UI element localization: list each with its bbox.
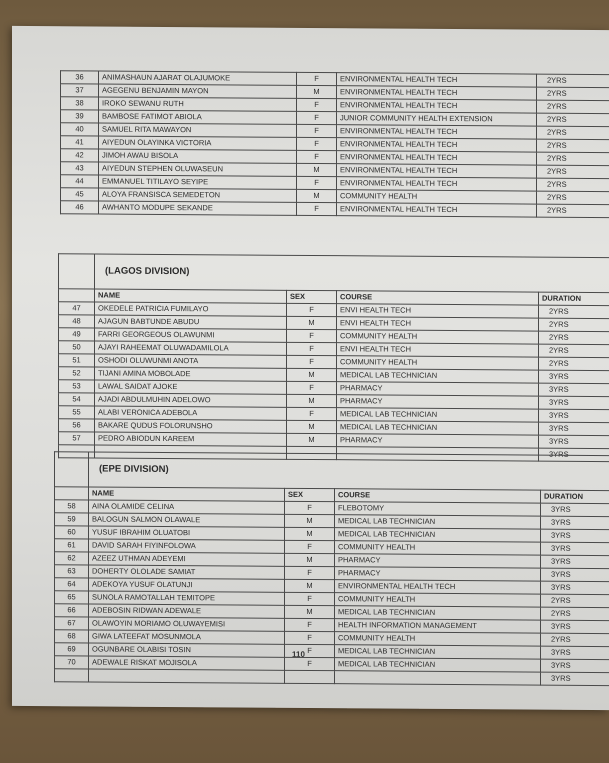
student-name: OSHODI OLUWUNMI ANOTA — [95, 354, 287, 368]
student-course: MEDICAL LAB TECHNICIAN — [337, 369, 539, 383]
student-sex: F — [297, 124, 337, 137]
student-name: ADEKOYA YUSUF OLATUNJI — [89, 578, 285, 592]
student-course: ENVIRONMENTAL HEALTH TECH — [337, 203, 537, 217]
course-duration: 2YRS — [539, 357, 609, 371]
student-course: ENVIRONMENTAL HEALTH TECH — [337, 125, 537, 139]
student-sex: F — [285, 631, 335, 644]
student-name: FARRI GEORGEOUS OLAWUNMI — [95, 328, 287, 342]
row-number: 56 — [59, 419, 95, 432]
student-name: AIYEDUN STEPHEN OLUWASEUN — [99, 162, 297, 176]
course-duration: 3YRS — [541, 529, 609, 542]
course-duration: 3YRS — [541, 568, 609, 581]
student-name: JIMOH AWAU BISOLA — [99, 149, 297, 163]
row-number: 37 — [61, 84, 99, 97]
student-name: AINA OLAMIDE CELINA — [89, 500, 285, 514]
course-duration: 2YRS — [537, 204, 609, 218]
student-sex: F — [287, 407, 337, 420]
student-sex: F — [285, 566, 335, 579]
student-sex: F — [287, 329, 337, 342]
student-course: PHARMACY — [337, 382, 539, 396]
student-name: TIJANI AMINA MOBOLADE — [95, 367, 287, 381]
course-duration: 2YRS — [537, 87, 609, 101]
student-sex: F — [287, 303, 337, 316]
course-duration: 2YRS — [537, 165, 609, 179]
student-sex: F — [285, 657, 335, 670]
course-duration: 2YRS — [541, 633, 609, 646]
row-number: 68 — [55, 630, 89, 643]
student-course: PHARMACY — [335, 567, 541, 581]
row-number: 51 — [59, 354, 95, 367]
lagos-division-body — [59, 302, 609, 449]
row-number: 52 — [59, 367, 95, 380]
course-duration: 2YRS — [541, 607, 609, 620]
row-number: 63 — [55, 565, 89, 578]
student-course: ENVIRONMENTAL HEALTH TECH — [337, 73, 537, 87]
student-name: AZEEZ UTHMAN ADEYEMI — [89, 552, 285, 566]
student-sex: F — [285, 540, 335, 553]
row-number: 38 — [61, 97, 99, 110]
student-course: ENVIRONMENTAL HEALTH TECH — [337, 99, 537, 113]
student-course: ENVIRONMENTAL HEALTH TECH — [335, 580, 541, 594]
course-duration: 2YRS — [539, 318, 609, 332]
row-number: 59 — [55, 513, 89, 526]
student-name: OLAWOYIN MORIAMO OLUWAYEMISI — [89, 617, 285, 631]
epe-division-title: (EPE DIVISION) — [89, 452, 609, 491]
row-number: 66 — [55, 604, 89, 617]
student-name: ADEBOSIN RIDWAN ADEWALE — [89, 604, 285, 618]
row-number: 43 — [61, 162, 99, 175]
row-number: 39 — [61, 110, 99, 123]
division-spacer — [59, 254, 95, 289]
student-sex: M — [285, 514, 335, 527]
student-sex: F — [297, 176, 337, 189]
student-name: AJAYI RAHEEMAT OLUWADAMILOLA — [95, 341, 287, 355]
student-course: ENVI HEALTH TECH — [337, 317, 539, 331]
epe-extra-duration: 3YRS — [541, 672, 609, 685]
student-name: ALABI VERONICA ADEBOLA — [95, 406, 287, 420]
table-row — [61, 201, 609, 218]
student-course: COMMUNITY HEALTH — [337, 190, 537, 204]
header-name: NAME — [95, 289, 287, 303]
student-sex: M — [297, 163, 337, 176]
row-number: 46 — [61, 201, 99, 214]
student-course: ENVI HEALTH TECH — [337, 304, 539, 318]
lagos-division-table — [58, 253, 609, 462]
row-number: 70 — [55, 656, 89, 669]
row-number: 60 — [55, 526, 89, 539]
student-sex: F — [287, 355, 337, 368]
course-duration: 3YRS — [541, 542, 609, 555]
student-sex: M — [297, 85, 337, 98]
student-course: COMMUNITY HEALTH — [337, 356, 539, 370]
student-name: YUSUF IBRAHIM OLUATOBI — [89, 526, 285, 540]
course-duration: 3YRS — [539, 422, 609, 436]
course-duration: 3YRS — [541, 620, 609, 633]
student-course: COMMUNITY HEALTH — [335, 593, 541, 607]
row-number: 57 — [59, 432, 95, 445]
student-name: GIWA LATEEFAT MOSUNMOLA — [89, 630, 285, 644]
table-continued — [60, 70, 609, 218]
student-name: SUNOLA RAMOTALLAH TEMITOPE — [89, 591, 285, 605]
student-sex: F — [285, 501, 335, 514]
row-number: 62 — [55, 552, 89, 565]
course-duration: 3YRS — [541, 516, 609, 529]
student-sex: F — [297, 150, 337, 163]
header-duration: DURATION — [539, 292, 609, 306]
row-number: 55 — [59, 406, 95, 419]
row-number: 58 — [55, 500, 89, 513]
epe-extra-row — [55, 669, 609, 686]
header-name: NAME — [89, 487, 285, 501]
student-sex: F — [297, 111, 337, 124]
student-sex: M — [285, 527, 335, 540]
student-course: MEDICAL LAB TECHNICIAN — [335, 658, 541, 672]
student-course: MEDICAL LAB TECHNICIAN — [335, 645, 541, 659]
student-sex: F — [297, 98, 337, 111]
student-sex: M — [287, 316, 337, 329]
course-duration: 2YRS — [537, 74, 609, 88]
student-sex: F — [287, 342, 337, 355]
student-sex: M — [287, 368, 337, 381]
row-number: 40 — [61, 123, 99, 136]
student-course: MEDICAL LAB TECHNICIAN — [335, 606, 541, 620]
course-duration: 3YRS — [539, 409, 609, 423]
student-sex: M — [287, 394, 337, 407]
lagos-division-title: (LAGOS DIVISION) — [95, 254, 609, 293]
student-course: COMMUNITY HEALTH — [335, 632, 541, 646]
student-course: ENVIRONMENTAL HEALTH TECH — [337, 86, 537, 100]
student-course: ENVIRONMENTAL HEALTH TECH — [337, 164, 537, 178]
lagos-extra-duration: 3YRS — [539, 448, 609, 462]
student-name: AJAGUN BABTUNDE ABUDU — [95, 315, 287, 329]
division-spacer — [55, 452, 89, 487]
student-sex: M — [287, 433, 337, 446]
course-duration: 3YRS — [539, 396, 609, 410]
course-duration: 3YRS — [539, 435, 609, 449]
student-name: OGUNBARE OLABISI TOSIN — [89, 643, 285, 657]
student-name: AGEGENU BENJAMIN MAYON — [99, 84, 297, 98]
student-course: MEDICAL LAB TECHNICIAN — [335, 528, 541, 542]
row-number: 65 — [55, 591, 89, 604]
row-number: 44 — [61, 175, 99, 188]
student-sex: M — [285, 605, 335, 618]
header-course: COURSE — [335, 489, 541, 503]
student-sex: M — [285, 553, 335, 566]
course-duration: 3YRS — [539, 383, 609, 397]
student-course: PHARMACY — [337, 395, 539, 409]
student-sex: M — [287, 420, 337, 433]
course-duration: 2YRS — [539, 344, 609, 358]
student-name: IROKO SEWANU RUTH — [99, 97, 297, 111]
student-course: ENVIRONMENTAL HEALTH TECH — [337, 177, 537, 191]
page-number: 110 — [292, 649, 305, 659]
row-number: 45 — [61, 188, 99, 201]
course-duration: 2YRS — [537, 152, 609, 166]
document-page — [12, 26, 609, 710]
student-name: BALOGUN SALMON OLAWALE — [89, 513, 285, 527]
row-number: 47 — [59, 302, 95, 315]
student-name: ANIMASHAUN AJARAT OLAJUMOKE — [99, 71, 297, 85]
header-sex: SEX — [287, 290, 337, 303]
student-sex: F — [287, 381, 337, 394]
epe-division-body — [55, 500, 609, 673]
student-sex: F — [297, 72, 337, 85]
header-course: COURSE — [337, 291, 539, 305]
student-course: COMMUNITY HEALTH — [337, 330, 539, 344]
course-duration: 2YRS — [539, 305, 609, 319]
row-number: 42 — [61, 149, 99, 162]
student-course: MEDICAL LAB TECHNICIAN — [335, 515, 541, 529]
student-name: SAMUEL RITA MAWAYON — [99, 123, 297, 137]
student-name: DAVID SARAH FIYINFOLOWA — [89, 539, 285, 553]
course-duration: 3YRS — [541, 555, 609, 568]
student-name: ADEWALE RISKAT MOJISOLA — [89, 656, 285, 670]
row-number: 61 — [55, 539, 89, 552]
course-duration: 2YRS — [537, 178, 609, 192]
row-number: 41 — [61, 136, 99, 149]
course-duration: 3YRS — [541, 581, 609, 594]
student-sex: M — [297, 189, 337, 202]
course-duration: 2YRS — [537, 126, 609, 140]
student-name: DOHERTY OLOLADE SAMIAT — [89, 565, 285, 579]
course-duration: 2YRS — [541, 594, 609, 607]
table-continued-body — [61, 71, 609, 218]
course-duration: 3YRS — [541, 646, 609, 659]
row-number: 53 — [59, 380, 95, 393]
student-sex: F — [285, 592, 335, 605]
course-duration: 2YRS — [537, 191, 609, 205]
student-course: PHARMACY — [337, 434, 539, 448]
student-name: OKEDELE PATRICIA FUMILAYO — [95, 302, 287, 316]
course-duration: 2YRS — [537, 139, 609, 153]
student-sex: F — [297, 202, 337, 215]
row-number: 49 — [59, 328, 95, 341]
course-duration: 2YRS — [537, 113, 609, 127]
row-number: 54 — [59, 393, 95, 406]
epe-division-table — [54, 451, 609, 686]
student-name: BAMBOSE FATIMOT ABIOLA — [99, 110, 297, 124]
header-duration: DURATION — [541, 490, 609, 503]
header-sex: SEX — [285, 488, 335, 501]
student-course: ENVIRONMENTAL HEALTH TECH — [337, 151, 537, 165]
student-name: ALOYA FRANSISCA SEMEDETON — [99, 188, 297, 202]
student-course: MEDICAL LAB TECHNICIAN — [337, 408, 539, 422]
student-course: PHARMACY — [335, 554, 541, 568]
row-number: 48 — [59, 315, 95, 328]
student-name: AIYEDUN OLAYINKA VICTORIA — [99, 136, 297, 150]
student-sex: F — [285, 618, 335, 631]
student-name: PEDRO ABIODUN KAREEM — [95, 432, 287, 446]
student-name: EMMANUEL TITILAYO SEYIPE — [99, 175, 297, 189]
student-course: COMMUNITY HEALTH — [335, 541, 541, 555]
student-course: ENVIRONMENTAL HEALTH TECH — [337, 138, 537, 152]
student-name: AWHANTO MODUPE SEKANDE — [99, 201, 297, 215]
student-course: ENVI HEALTH TECH — [337, 343, 539, 357]
course-duration: 2YRS — [539, 331, 609, 345]
student-course: MEDICAL LAB TECHNICIAN — [337, 421, 539, 435]
student-sex: M — [285, 579, 335, 592]
student-course: FLEBOTOMY — [335, 502, 541, 516]
row-number: 69 — [55, 643, 89, 656]
student-course: JUNIOR COMMUNITY HEALTH EXTENSION — [337, 112, 537, 126]
row-number: 64 — [55, 578, 89, 591]
student-name: BAKARE QUDUS FOLORUNSHO — [95, 419, 287, 433]
student-course: HEALTH INFORMATION MANAGEMENT — [335, 619, 541, 633]
course-duration: 2YRS — [537, 100, 609, 114]
row-number: 36 — [61, 71, 99, 84]
row-number: 67 — [55, 617, 89, 630]
student-sex: F — [297, 137, 337, 150]
student-sex: F — [285, 644, 335, 657]
student-name: LAWAL SAIDAT AJOKE — [95, 380, 287, 394]
course-duration: 3YRS — [539, 370, 609, 384]
row-number: 50 — [59, 341, 95, 354]
course-duration: 3YRS — [541, 659, 609, 672]
student-name: AJADI ABDULMUHIN ADELOWO — [95, 393, 287, 407]
course-duration: 3YRS — [541, 503, 609, 516]
